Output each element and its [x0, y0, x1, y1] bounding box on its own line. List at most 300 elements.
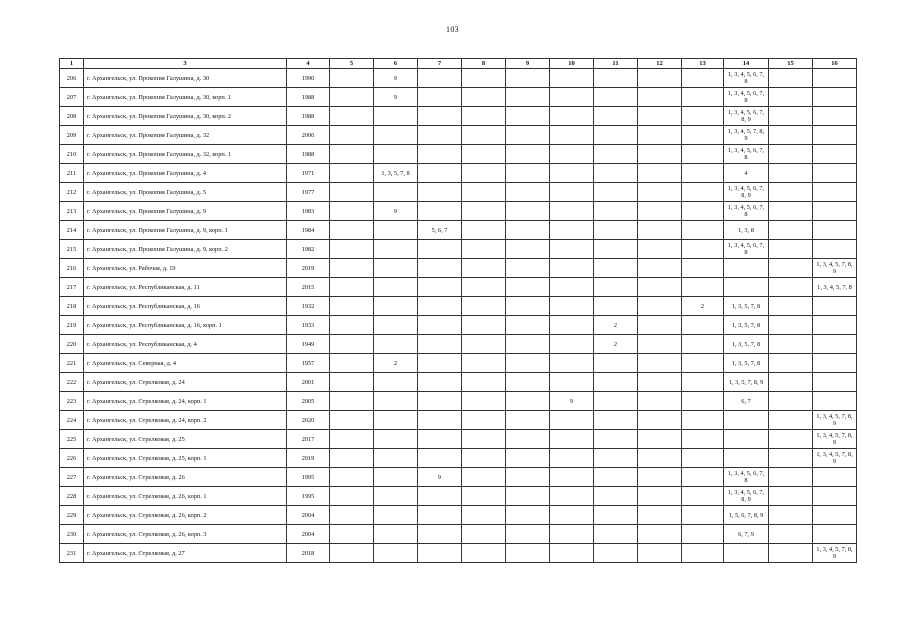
col-8-cell — [462, 392, 506, 411]
col-5-cell — [330, 259, 374, 278]
address-cell: г. Архангельск, ул. Стрелковая, д. 26, корп. 3 — [84, 525, 287, 544]
col-8-cell — [462, 240, 506, 259]
col-11-cell — [594, 145, 638, 164]
col-16-cell — [813, 221, 857, 240]
col-9-cell — [506, 354, 550, 373]
col-12-cell — [638, 525, 682, 544]
address-cell: г. Архангельск, ул. Республиканская, д. 16 — [84, 297, 287, 316]
col-6-cell: 9 — [374, 69, 418, 88]
column-header-9: 9 — [506, 59, 550, 69]
col-11-cell — [594, 392, 638, 411]
column-header-8: 8 — [462, 59, 506, 69]
col-16-cell — [813, 297, 857, 316]
col-6-cell: 9 — [374, 202, 418, 221]
row-number-cell: 208 — [60, 107, 84, 126]
col-9-cell — [506, 107, 550, 126]
col-5-cell — [330, 221, 374, 240]
col-7-cell — [418, 107, 462, 126]
col-16-cell — [813, 202, 857, 221]
col-8-cell — [462, 335, 506, 354]
table-row — [60, 449, 857, 468]
table-row — [60, 487, 857, 506]
col-10-cell — [550, 544, 594, 563]
year-cell: 1933 — [287, 316, 330, 335]
table-row — [60, 544, 857, 563]
table-row — [60, 259, 857, 278]
col-15-cell — [769, 316, 813, 335]
col-10-cell: 9 — [550, 392, 594, 411]
col-12-cell — [638, 354, 682, 373]
year-cell: 2020 — [287, 411, 330, 430]
col-15-cell — [769, 259, 813, 278]
col-14-cell: 1, 3, 8 — [724, 221, 769, 240]
address-cell: г. Архангельск, ул. Республиканская, д. 11 — [84, 278, 287, 297]
col-9-cell — [506, 335, 550, 354]
col-15-cell — [769, 449, 813, 468]
col-8-cell — [462, 316, 506, 335]
col-9-cell — [506, 259, 550, 278]
col-8-cell — [462, 69, 506, 88]
col-16-cell — [813, 183, 857, 202]
col-11-cell — [594, 354, 638, 373]
col-5-cell — [330, 164, 374, 183]
address-cell: г. Архангельск, ул. Северная, д. 4 — [84, 354, 287, 373]
address-cell: г. Архангельск, ул. Прокопия Галушина, д. 30 — [84, 69, 287, 88]
col-14-cell: 4 — [724, 164, 769, 183]
col-13-cell — [682, 259, 724, 278]
col-12-cell — [638, 430, 682, 449]
col-11-cell — [594, 107, 638, 126]
col-12-cell — [638, 164, 682, 183]
table-row — [60, 373, 857, 392]
col-13-cell — [682, 240, 724, 259]
col-10-cell — [550, 126, 594, 145]
col-16-cell — [813, 107, 857, 126]
col-5-cell — [330, 411, 374, 430]
col-15-cell — [769, 88, 813, 107]
year-cell: 2019 — [287, 449, 330, 468]
col-12-cell — [638, 544, 682, 563]
col-7-cell — [418, 202, 462, 221]
table-row — [60, 126, 857, 145]
col-6-cell — [374, 183, 418, 202]
row-number-cell: 211 — [60, 164, 84, 183]
col-6-cell: 9 — [374, 88, 418, 107]
col-12-cell — [638, 468, 682, 487]
address-cell: г. Архангельск, ул. Прокопия Галушина, д. 9, корп. 1 — [84, 221, 287, 240]
col-10-cell — [550, 202, 594, 221]
table-row — [60, 202, 857, 221]
table-row — [60, 69, 857, 88]
col-6-cell — [374, 240, 418, 259]
col-11-cell — [594, 297, 638, 316]
row-number-cell: 227 — [60, 468, 84, 487]
col-8-cell — [462, 487, 506, 506]
col-5-cell — [330, 392, 374, 411]
year-cell: 1988 — [287, 107, 330, 126]
col-14-cell: 1, 3, 4, 5, 6, 7, 8, 9 — [724, 183, 769, 202]
col-16-cell — [813, 354, 857, 373]
row-number-cell: 225 — [60, 430, 84, 449]
col-11-cell — [594, 411, 638, 430]
col-5-cell — [330, 316, 374, 335]
year-cell: 2005 — [287, 392, 330, 411]
year-cell: 1988 — [287, 88, 330, 107]
col-9-cell — [506, 373, 550, 392]
col-11-cell — [594, 126, 638, 145]
col-15-cell — [769, 240, 813, 259]
col-11-cell — [594, 544, 638, 563]
col-16-cell — [813, 316, 857, 335]
col-6-cell — [374, 297, 418, 316]
col-10-cell — [550, 468, 594, 487]
col-7-cell — [418, 126, 462, 145]
col-15-cell — [769, 221, 813, 240]
col-10-cell — [550, 297, 594, 316]
row-number-cell: 206 — [60, 69, 84, 88]
row-number-cell: 221 — [60, 354, 84, 373]
col-12-cell — [638, 449, 682, 468]
col-16-cell: 1, 3, 4, 5, 7, 8, 9 — [813, 430, 857, 449]
col-7-cell — [418, 88, 462, 107]
col-11-cell — [594, 487, 638, 506]
year-cell: 2006 — [287, 126, 330, 145]
col-5-cell — [330, 430, 374, 449]
col-7-cell — [418, 392, 462, 411]
col-7-cell — [418, 259, 462, 278]
col-7-cell — [418, 297, 462, 316]
table-row — [60, 221, 857, 240]
col-8-cell — [462, 107, 506, 126]
col-7-cell — [418, 69, 462, 88]
row-number-cell: 213 — [60, 202, 84, 221]
col-14-cell: 1, 3, 4, 5, 6, 7, 8 — [724, 145, 769, 164]
col-14-cell — [724, 544, 769, 563]
col-7-cell — [418, 164, 462, 183]
col-16-cell — [813, 126, 857, 145]
col-10-cell — [550, 278, 594, 297]
col-12-cell — [638, 487, 682, 506]
col-16-cell — [813, 506, 857, 525]
col-13-cell — [682, 88, 724, 107]
col-10-cell — [550, 107, 594, 126]
table-row — [60, 335, 857, 354]
table-row — [60, 525, 857, 544]
col-11-cell — [594, 449, 638, 468]
col-7-cell — [418, 430, 462, 449]
col-8-cell — [462, 468, 506, 487]
col-9-cell — [506, 297, 550, 316]
col-10-cell — [550, 373, 594, 392]
col-8-cell — [462, 297, 506, 316]
address-cell: г. Архангельск, ул. Стрелковая, д. 24, корп. 2 — [84, 411, 287, 430]
year-cell: 1988 — [287, 145, 330, 164]
col-16-cell: 1, 3, 4, 5, 7, 8, 9 — [813, 259, 857, 278]
col-9-cell — [506, 468, 550, 487]
col-10-cell — [550, 259, 594, 278]
col-16-cell — [813, 88, 857, 107]
col-8-cell — [462, 202, 506, 221]
col-11-cell — [594, 430, 638, 449]
table-row — [60, 506, 857, 525]
col-13-cell — [682, 316, 724, 335]
row-number-cell: 230 — [60, 525, 84, 544]
col-5-cell — [330, 373, 374, 392]
col-12-cell — [638, 392, 682, 411]
col-16-cell — [813, 145, 857, 164]
col-14-cell — [724, 430, 769, 449]
col-13-cell — [682, 126, 724, 145]
col-8-cell — [462, 449, 506, 468]
col-9-cell — [506, 240, 550, 259]
col-6-cell — [374, 544, 418, 563]
col-9-cell — [506, 316, 550, 335]
col-14-cell: 6, 7, 9 — [724, 525, 769, 544]
table-row — [60, 88, 857, 107]
col-7-cell — [418, 544, 462, 563]
col-5-cell — [330, 354, 374, 373]
row-number-cell: 220 — [60, 335, 84, 354]
col-12-cell — [638, 202, 682, 221]
col-8-cell — [462, 430, 506, 449]
col-12-cell — [638, 297, 682, 316]
col-14-cell: 1, 3, 4, 5, 6, 7, 8, 9 — [724, 487, 769, 506]
row-number-cell: 207 — [60, 88, 84, 107]
row-number-cell: 217 — [60, 278, 84, 297]
col-10-cell — [550, 430, 594, 449]
col-7-cell — [418, 373, 462, 392]
col-16-cell: 1, 3, 4, 5, 7, 8 — [813, 278, 857, 297]
col-15-cell — [769, 544, 813, 563]
year-cell: 1982 — [287, 240, 330, 259]
col-12-cell — [638, 278, 682, 297]
col-13-cell — [682, 430, 724, 449]
col-15-cell — [769, 392, 813, 411]
col-10-cell — [550, 525, 594, 544]
col-6-cell — [374, 430, 418, 449]
col-16-cell: 1, 3, 4, 5, 7, 8, 9 — [813, 411, 857, 430]
col-8-cell — [462, 278, 506, 297]
col-12-cell — [638, 221, 682, 240]
col-13-cell — [682, 183, 724, 202]
address-cell: г. Архангельск, ул. Республиканская, д. 4 — [84, 335, 287, 354]
col-9-cell — [506, 525, 550, 544]
col-14-cell: 1, 5, 6, 7, 8, 9 — [724, 506, 769, 525]
col-9-cell — [506, 202, 550, 221]
col-8-cell — [462, 506, 506, 525]
col-5-cell — [330, 145, 374, 164]
col-15-cell — [769, 145, 813, 164]
col-9-cell — [506, 411, 550, 430]
row-number-cell: 224 — [60, 411, 84, 430]
col-14-cell — [724, 411, 769, 430]
year-cell: 1932 — [287, 297, 330, 316]
col-15-cell — [769, 126, 813, 145]
col-10-cell — [550, 69, 594, 88]
address-cell: г. Архангельск, ул. Стрелковая, д. 26, корп. 2 — [84, 506, 287, 525]
col-11-cell: 2 — [594, 335, 638, 354]
col-13-cell — [682, 145, 724, 164]
col-13-cell — [682, 411, 724, 430]
table-body — [60, 69, 857, 563]
col-12-cell — [638, 183, 682, 202]
col-15-cell — [769, 430, 813, 449]
col-8-cell — [462, 354, 506, 373]
col-6-cell — [374, 145, 418, 164]
address-cell: г. Архангельск, ул. Прокопия Галушина, д. 9, корп. 2 — [84, 240, 287, 259]
col-16-cell: 1, 3, 4, 5, 7, 8, 9 — [813, 544, 857, 563]
col-14-cell: 1, 3, 4, 5, 6, 7, 8 — [724, 88, 769, 107]
col-16-cell — [813, 335, 857, 354]
table-row — [60, 164, 857, 183]
col-7-cell — [418, 240, 462, 259]
col-16-cell — [813, 240, 857, 259]
col-10-cell — [550, 88, 594, 107]
col-6-cell — [374, 335, 418, 354]
col-14-cell: 1, 3, 5, 7, 8 — [724, 354, 769, 373]
col-15-cell — [769, 202, 813, 221]
column-header-10: 10 — [550, 59, 594, 69]
col-6-cell — [374, 278, 418, 297]
col-11-cell — [594, 183, 638, 202]
column-header-12: 12 — [638, 59, 682, 69]
col-13-cell — [682, 69, 724, 88]
col-5-cell — [330, 107, 374, 126]
col-7-cell: 5, 6, 7 — [418, 221, 462, 240]
col-16-cell — [813, 392, 857, 411]
col-8-cell — [462, 88, 506, 107]
column-header-14: 14 — [724, 59, 769, 69]
row-number-cell: 223 — [60, 392, 84, 411]
col-5-cell — [330, 544, 374, 563]
table-row — [60, 278, 857, 297]
col-6-cell — [374, 126, 418, 145]
col-6-cell — [374, 506, 418, 525]
col-10-cell — [550, 183, 594, 202]
col-14-cell: 1, 3, 4, 5, 7, 8, 9 — [724, 126, 769, 145]
col-13-cell — [682, 392, 724, 411]
col-5-cell — [330, 240, 374, 259]
col-10-cell — [550, 335, 594, 354]
address-cell: г. Архангельск, ул. Рабочая, д. 19 — [84, 259, 287, 278]
col-8-cell — [462, 183, 506, 202]
col-16-cell — [813, 373, 857, 392]
col-14-cell — [724, 449, 769, 468]
col-9-cell — [506, 145, 550, 164]
col-5-cell — [330, 525, 374, 544]
col-14-cell — [724, 259, 769, 278]
col-14-cell: 1, 3, 5, 7, 8 — [724, 297, 769, 316]
col-5-cell — [330, 202, 374, 221]
year-cell: 2019 — [287, 259, 330, 278]
col-9-cell — [506, 88, 550, 107]
row-number-cell: 212 — [60, 183, 84, 202]
page-number: 103 — [446, 25, 459, 34]
col-12-cell — [638, 316, 682, 335]
table-row — [60, 297, 857, 316]
col-7-cell — [418, 525, 462, 544]
header-row — [60, 59, 857, 69]
column-header-11: 11 — [594, 59, 638, 69]
col-9-cell — [506, 164, 550, 183]
col-7-cell — [418, 449, 462, 468]
table-row — [60, 392, 857, 411]
col-8-cell — [462, 221, 506, 240]
col-6-cell: 1, 3, 5, 7, 8 — [374, 164, 418, 183]
col-11-cell: 2 — [594, 316, 638, 335]
row-number-cell: 209 — [60, 126, 84, 145]
col-16-cell — [813, 487, 857, 506]
col-11-cell — [594, 525, 638, 544]
col-9-cell — [506, 183, 550, 202]
col-5-cell — [330, 468, 374, 487]
col-15-cell — [769, 278, 813, 297]
col-14-cell: 1, 3, 4, 5, 6, 7, 8 — [724, 69, 769, 88]
col-12-cell — [638, 88, 682, 107]
col-7-cell: 9 — [418, 468, 462, 487]
table-row — [60, 468, 857, 487]
col-16-cell — [813, 468, 857, 487]
col-6-cell — [374, 107, 418, 126]
col-13-cell — [682, 487, 724, 506]
column-header-13: 13 — [682, 59, 724, 69]
address-cell: г. Архангельск, ул. Республиканская, д. 16, корп. 1 — [84, 316, 287, 335]
col-15-cell — [769, 411, 813, 430]
col-11-cell — [594, 164, 638, 183]
table-row — [60, 145, 857, 164]
col-5-cell — [330, 506, 374, 525]
year-cell: 1949 — [287, 335, 330, 354]
year-cell: 1957 — [287, 354, 330, 373]
col-15-cell — [769, 183, 813, 202]
address-cell: г. Архангельск, ул. Прокопия Галушина, д. 5 — [84, 183, 287, 202]
col-15-cell — [769, 354, 813, 373]
col-6-cell — [374, 221, 418, 240]
col-14-cell: 1, 3, 5, 7, 8 — [724, 335, 769, 354]
address-cell: г. Архангельск, ул. Стрелковая, д. 26 — [84, 468, 287, 487]
col-10-cell — [550, 316, 594, 335]
col-12-cell — [638, 259, 682, 278]
col-15-cell — [769, 506, 813, 525]
col-8-cell — [462, 525, 506, 544]
col-15-cell — [769, 107, 813, 126]
col-16-cell — [813, 525, 857, 544]
year-cell: 2004 — [287, 525, 330, 544]
col-6-cell — [374, 259, 418, 278]
col-5-cell — [330, 297, 374, 316]
col-15-cell — [769, 525, 813, 544]
col-13-cell — [682, 278, 724, 297]
row-number-cell: 210 — [60, 145, 84, 164]
col-12-cell — [638, 240, 682, 259]
col-10-cell — [550, 506, 594, 525]
col-14-cell: 1, 3, 4, 5, 6, 7, 8, 9 — [724, 107, 769, 126]
col-7-cell — [418, 335, 462, 354]
col-14-cell: 1, 3, 5, 7, 8, 9 — [724, 373, 769, 392]
col-15-cell — [769, 164, 813, 183]
col-13-cell — [682, 544, 724, 563]
address-cell: г. Архангельск, ул. Прокопия Галушина, д. 32 — [84, 126, 287, 145]
col-9-cell — [506, 506, 550, 525]
col-6-cell — [374, 449, 418, 468]
col-8-cell — [462, 164, 506, 183]
col-13-cell — [682, 525, 724, 544]
col-12-cell — [638, 335, 682, 354]
col-13-cell — [682, 202, 724, 221]
col-14-cell: 1, 3, 4, 5, 6, 7, 8 — [724, 202, 769, 221]
col-7-cell — [418, 354, 462, 373]
column-header-3: 3 — [84, 59, 287, 69]
